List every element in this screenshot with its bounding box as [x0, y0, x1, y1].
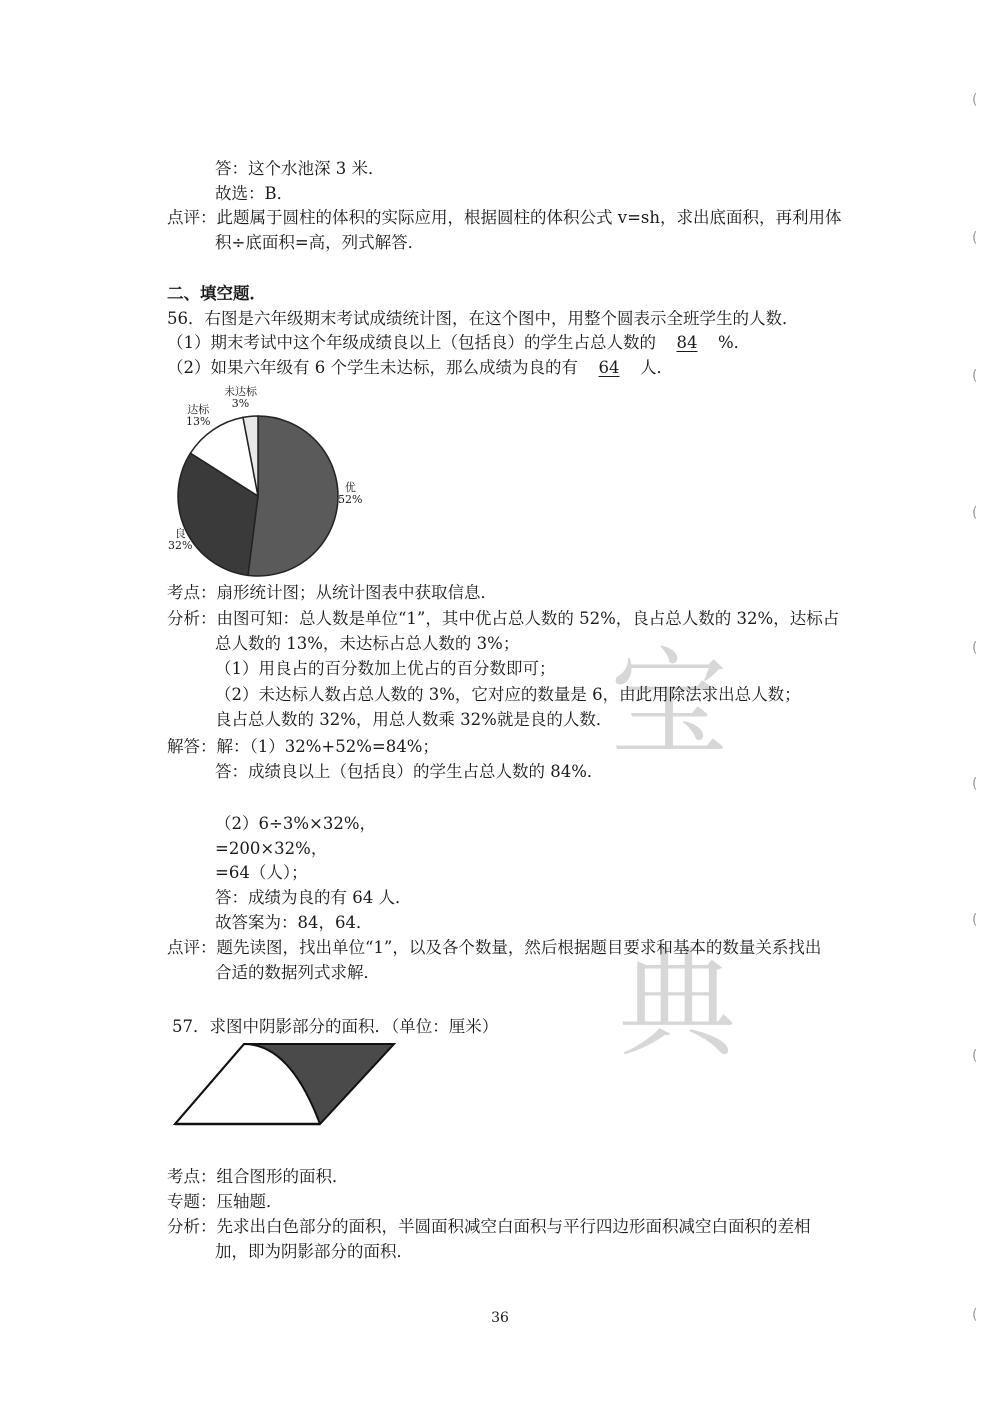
- binding-hole-icon: (: [972, 1048, 978, 1064]
- q57-fenxi-1: 分析：先求出白色部分的面积，半圆面积减空白面积与平行四边形面积减空白面积的差相: [167, 1217, 811, 1236]
- pie-label-liang: [168, 528, 192, 552]
- pie-label-liang-value: 32%: [168, 539, 193, 552]
- q56-part2-unit: 人．: [640, 358, 673, 377]
- q56-part2-text: （2）如果六年级有 6 个学生未达标，那么成绩为良的有: [167, 358, 578, 377]
- q56-fenxi-5: 良占总人数的 32%，用总人数乘 32%就是良的人数．: [215, 710, 613, 729]
- comment-line-1: 点评：此题属于圆柱的体积的实际应用，根据圆柱的体积公式 v=sh，求出底面积，再利用体: [167, 208, 842, 227]
- q56-part1-unit: %．: [718, 333, 751, 352]
- section-title: 二、填空题．: [167, 284, 266, 303]
- pie-label-you-value: 52%: [338, 493, 363, 506]
- binding-hole-icon: (: [972, 230, 978, 246]
- page-number: 36: [491, 1310, 509, 1326]
- q56-dianping-1: 点评：题先读图，找出单位“1”，以及各个数量，然后根据题目要求和基本的数量关系找出: [167, 938, 822, 957]
- pie-label-weidabiao-value: 3%: [231, 397, 250, 410]
- q57-fenxi-2: 加，即为阴影部分的面积．: [215, 1242, 413, 1261]
- q56-jieda-5: =64（人）；: [215, 863, 308, 882]
- q57-kaodian: 考点：组合图形的面积．: [167, 1167, 349, 1186]
- binding-hole-icon: (: [972, 368, 978, 384]
- binding-hole-icon: (: [972, 92, 978, 108]
- binding-hole-icon: (: [972, 640, 978, 656]
- binding-hole-icon: (: [972, 776, 978, 792]
- q56-jieda-7: 故答案为：84，64．: [215, 913, 373, 932]
- q56-stem: 56．右图是六年级期末考试成绩统计图，在这个图中，用整个圆表示全班学生的人数．: [167, 309, 799, 328]
- q56-part1-text: （1）期末考试中这个年级成绩良以上（包括良）的学生占总人数的: [167, 333, 656, 352]
- binding-hole-icon: (: [972, 1307, 978, 1323]
- pie-label-you: [338, 482, 362, 506]
- q56-fenxi-4: （2）未达标人数占总人数的 3%，它对应的数量是 6，由此用除法求出总人数；: [215, 685, 801, 704]
- watermark-char-2: 典: [618, 935, 737, 1073]
- q56-jieda-1: 解答：解：（1）32%+52%=84%；: [167, 737, 439, 756]
- pie-label-you-name: 优: [344, 481, 356, 494]
- q56-part1: [167, 332, 750, 354]
- q56-dianping-2: 合适的数据列式求解．: [215, 963, 380, 982]
- q56-jieda-4: =200×32%，: [215, 839, 328, 858]
- q56-part2-answer: 64: [598, 358, 620, 377]
- q56-fenxi-1: 分析：由图可知：总人数是单位“1”，其中优占总人数的 52%，良占总人数的 32%，达标占: [167, 609, 840, 628]
- pie-slice-you: [248, 416, 338, 576]
- pie-label-liang-name: 良: [174, 527, 186, 540]
- q56-jieda-6: 答：成绩为良的有 64 人．: [215, 888, 412, 907]
- pie-label-dabiao-value: 13%: [186, 415, 211, 428]
- q56-fenxi-2: 总人数的 13%，未达标占总人数的 3%；: [215, 634, 520, 653]
- watermark-char-1: 宝: [610, 635, 729, 773]
- q56-jieda-3: （2）6÷3%×32%，: [215, 814, 376, 833]
- pie-label-weidabiao-name: 未达标: [224, 385, 257, 398]
- q57-zhuanti: 专题：压轴题．: [167, 1192, 283, 1211]
- pie-chart: [150, 380, 390, 610]
- q56-kaodian: 考点：扇形统计图；从统计图表中获取信息．: [167, 583, 497, 602]
- q56-part2: [167, 357, 673, 379]
- q56-fenxi-3: （1）用良占的百分数加上优占的百分数即可；: [215, 659, 556, 678]
- pie-label-weidabiao: [224, 386, 257, 410]
- q56-jieda-2: 答：成绩良以上（包括良）的学生占总人数的 84%．: [215, 762, 604, 781]
- q57-figure: [170, 1040, 410, 1130]
- pie-label-dabiao: [186, 404, 210, 428]
- binding-hole-icon: (: [972, 912, 978, 928]
- q56-part1-answer: 84: [676, 333, 698, 352]
- comment-line-2: 积÷底面积=高，列式解答．: [215, 233, 425, 252]
- choice-line: 故选：B．: [215, 184, 294, 203]
- pie-label-dabiao-name: 达标: [187, 403, 210, 416]
- binding-hole-icon: (: [972, 505, 978, 521]
- answer-line: 答：这个水池深 3 米．: [215, 159, 385, 178]
- q57-stem: 57．求图中阴影部分的面积．（单位：厘米）: [172, 1017, 499, 1036]
